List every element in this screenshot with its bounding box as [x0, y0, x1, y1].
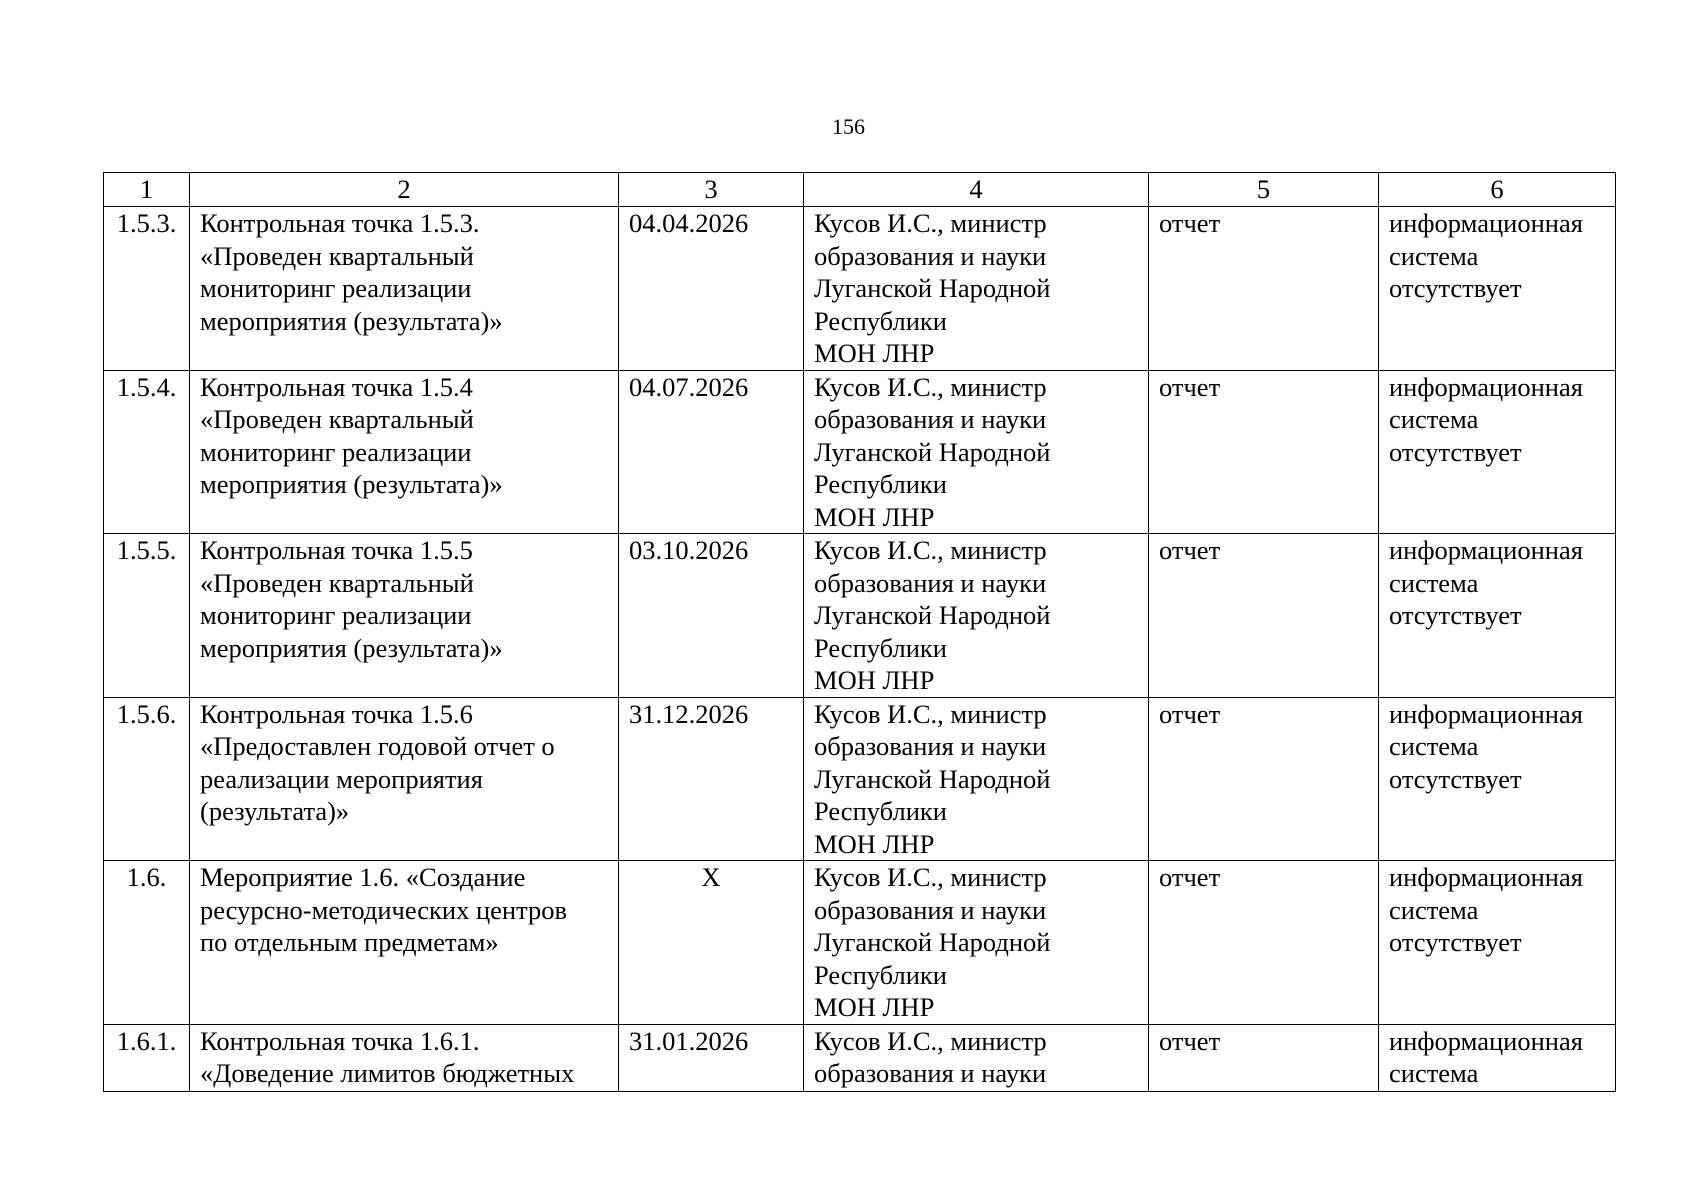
information-system: информационная система отсутствует: [1379, 697, 1616, 861]
plan-table: [103, 172, 1616, 1092]
responsible-person: Кусов И.С., министр образования и науки Луганской Народной Республики МОН ЛНР: [804, 861, 1149, 1025]
header-col-5: 5: [1149, 173, 1379, 207]
event-name: Контрольная точка 1.5.5 «Проведен квартальный мониторинг реализации мероприятия (результата)»: [190, 534, 619, 698]
information-system: информационная система: [1379, 1024, 1616, 1091]
row-number: 1.6.: [104, 861, 190, 1025]
deadline-date: 04.07.2026: [619, 370, 804, 534]
header-col-3: 3: [619, 173, 804, 207]
document-type: отчет: [1149, 207, 1379, 371]
responsible-person: Кусов И.С., министр образования и науки Луганской Народной Республики МОН ЛНР: [804, 534, 1149, 698]
row-number: 1.5.5.: [104, 534, 190, 698]
responsible-person: Кусов И.С., министр образования и науки Луганской Народной Республики МОН ЛНР: [804, 370, 1149, 534]
event-name: Контрольная точка 1.5.3. «Проведен квартальный мониторинг реализации мероприятия (результата)»: [190, 207, 619, 371]
document-type: отчет: [1149, 697, 1379, 861]
information-system: информационная система отсутствует: [1379, 370, 1616, 534]
header-col-2: 2: [190, 173, 619, 207]
document-type: отчет: [1149, 1024, 1379, 1091]
responsible-person: Кусов И.С., министр образования и науки Луганской Народной Республики МОН ЛНР: [804, 697, 1149, 861]
table-row: [104, 697, 1616, 861]
table-row: [104, 1024, 1616, 1091]
information-system: информационная система отсутствует: [1379, 207, 1616, 371]
document-type: отчет: [1149, 534, 1379, 698]
header-col-6: 6: [1379, 173, 1616, 207]
information-system: информационная система отсутствует: [1379, 534, 1616, 698]
deadline-date: 04.04.2026: [619, 207, 804, 371]
row-number: 1.5.6.: [104, 697, 190, 861]
event-name: Мероприятие 1.6. «Создание ресурсно-методических центров по отдельным предметам»: [190, 861, 619, 1025]
table-row: [104, 534, 1616, 698]
responsible-person: Кусов И.С., министр образования и науки Луганской Народной Республики МОН ЛНР: [804, 207, 1149, 371]
document-type: отчет: [1149, 370, 1379, 534]
document-type: отчет: [1149, 861, 1379, 1025]
row-number: 1.5.4.: [104, 370, 190, 534]
page-number: 156: [832, 114, 865, 139]
table-row: [104, 861, 1616, 1025]
row-number: 1.6.1.: [104, 1024, 190, 1091]
information-system: информационная система отсутствует: [1379, 861, 1616, 1025]
deadline-date: 31.12.2026: [619, 697, 804, 861]
row-number: 1.5.3.: [104, 207, 190, 371]
event-name: Контрольная точка 1.5.6 «Предоставлен годовой отчет о реализации мероприятия (результата)»: [190, 697, 619, 861]
table-row: [104, 370, 1616, 534]
deadline-date: 31.01.2026: [619, 1024, 804, 1091]
event-name: Контрольная точка 1.6.1. «Доведение лимитов бюджетных: [190, 1024, 619, 1091]
responsible-person: Кусов И.С., министр образования и науки: [804, 1024, 1149, 1091]
header-col-1: 1: [104, 173, 190, 207]
header-row: [104, 173, 1616, 207]
deadline-date: 03.10.2026: [619, 534, 804, 698]
table-row: [104, 207, 1616, 371]
header-col-4: 4: [804, 173, 1149, 207]
deadline-date: Х: [619, 861, 804, 1025]
event-name: Контрольная точка 1.5.4 «Проведен квартальный мониторинг реализации мероприятия (результата)»: [190, 370, 619, 534]
